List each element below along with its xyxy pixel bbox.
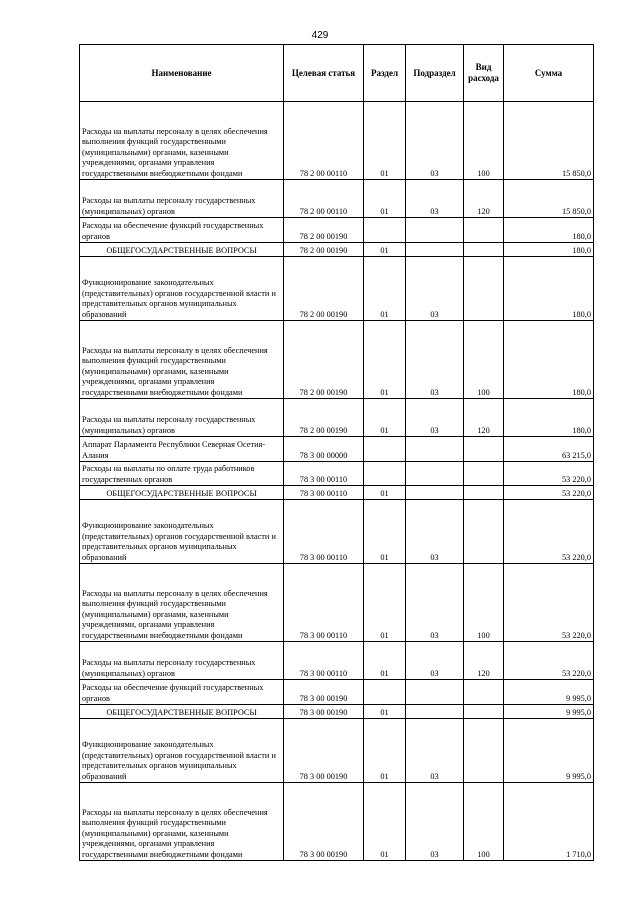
- row-section-cell: 01: [364, 783, 406, 861]
- row-name-cell: ОБЩЕГОСУДАРСТВЕННЫЕ ВОПРОСЫ: [80, 486, 284, 500]
- row-section-cell: 01: [364, 321, 406, 399]
- row-article-cell: 78 2 00 00110: [284, 102, 364, 180]
- row-expense-type-cell: 100: [464, 102, 504, 180]
- row-expense-type-cell: 100: [464, 783, 504, 861]
- row-name-cell: Функционирование законодательных (представительных) органов государственной власти и представительных органов муниципальных образований: [80, 500, 284, 564]
- row-section-cell: 01: [364, 257, 406, 321]
- row-section-cell: 01: [364, 102, 406, 180]
- row-name-cell: Расходы на обеспечение функций государственных органов: [80, 680, 284, 705]
- row-name-cell: Расходы на выплаты по оплате труда работников государственных органов: [80, 462, 284, 486]
- table-body: [80, 102, 594, 861]
- header-section: Раздел: [364, 45, 406, 102]
- row-subsection-cell: [406, 680, 464, 705]
- row-section-cell: 01: [364, 642, 406, 680]
- table-row: [80, 218, 594, 243]
- row-expense-type-cell: 120: [464, 642, 504, 680]
- row-expense-type-cell: [464, 257, 504, 321]
- row-article-cell: 78 2 00 00110: [284, 180, 364, 218]
- row-expense-type-cell: 120: [464, 180, 504, 218]
- row-expense-type-cell: [464, 500, 504, 564]
- row-section-cell: 01: [364, 564, 406, 642]
- row-sum-cell: 9 995,0: [504, 680, 594, 705]
- row-subsection-cell: 03: [406, 642, 464, 680]
- row-article-cell: 78 2 00 00190: [284, 218, 364, 243]
- row-article-cell: 78 3 00 00110: [284, 462, 364, 486]
- row-expense-type-cell: 120: [464, 399, 504, 437]
- row-subsection-cell: 03: [406, 500, 464, 564]
- row-article-cell: 78 3 00 00110: [284, 500, 364, 564]
- table-row: [80, 399, 594, 437]
- row-article-cell: 78 3 00 00190: [284, 719, 364, 783]
- table-row: [80, 500, 594, 564]
- table-row: [80, 180, 594, 218]
- row-name-cell: ОБЩЕГОСУДАРСТВЕННЫЕ ВОПРОСЫ: [80, 705, 284, 719]
- row-article-cell: 78 3 00 00110: [284, 564, 364, 642]
- row-sum-cell: 1 710,0: [504, 783, 594, 861]
- row-section-cell: [364, 680, 406, 705]
- header-name: Наименование: [80, 45, 284, 102]
- row-article-cell: 78 3 00 00190: [284, 705, 364, 719]
- table-row: [80, 783, 594, 861]
- row-article-cell: 78 2 00 00190: [284, 321, 364, 399]
- row-name-cell: Расходы на выплаты персоналу в целях обеспечения выполнения функций государственными (муниципальными) органами, казенными учреждениями, органами управления государственными внебюджетными фондами: [80, 783, 284, 861]
- row-sum-cell: 15 850,0: [504, 180, 594, 218]
- row-name-cell: Расходы на выплаты персоналу в целях обеспечения выполнения функций государственными (муниципальными) органами, казенными учреждениями, органами управления государственными внебюджетными фондами: [80, 102, 284, 180]
- row-expense-type-cell: 100: [464, 564, 504, 642]
- row-name-cell: Расходы на выплаты персоналу в целях обеспечения выполнения функций государственными (муниципальными) органами, казенными учреждениями, органами управления государственными внебюджетными фондами: [80, 321, 284, 399]
- table-row: [80, 462, 594, 486]
- header-sum: Сумма: [504, 45, 594, 102]
- row-expense-type-cell: [464, 218, 504, 243]
- row-sum-cell: 180,0: [504, 243, 594, 257]
- row-sum-cell: 15 850,0: [504, 102, 594, 180]
- row-sum-cell: 53 220,0: [504, 462, 594, 486]
- row-article-cell: 78 2 00 00190: [284, 243, 364, 257]
- row-expense-type-cell: [464, 462, 504, 486]
- table-row: [80, 705, 594, 719]
- row-article-cell: 78 2 00 00190: [284, 399, 364, 437]
- row-sum-cell: 53 220,0: [504, 642, 594, 680]
- row-expense-type-cell: 100: [464, 321, 504, 399]
- row-article-cell: 78 3 00 00190: [284, 680, 364, 705]
- row-article-cell: 78 3 00 00190: [284, 783, 364, 861]
- table-row: [80, 437, 594, 462]
- row-expense-type-cell: [464, 486, 504, 500]
- row-expense-type-cell: [464, 719, 504, 783]
- table-header-row: [80, 45, 594, 102]
- row-sum-cell: 63 215,0: [504, 437, 594, 462]
- table-row: [80, 243, 594, 257]
- row-subsection-cell: 03: [406, 321, 464, 399]
- page-number: 429: [311, 30, 329, 41]
- row-name-cell: Аппарат Парламента Республики Северная Осетия-Алания: [80, 437, 284, 462]
- table-row: [80, 680, 594, 705]
- row-subsection-cell: [406, 462, 464, 486]
- row-name-cell: Функционирование законодательных (представительных) органов государственной власти и представительных органов муниципальных образований: [80, 257, 284, 321]
- row-sum-cell: 180,0: [504, 321, 594, 399]
- row-subsection-cell: [406, 486, 464, 500]
- header-subsection: Подраздел: [406, 45, 464, 102]
- row-expense-type-cell: [464, 680, 504, 705]
- table-row: [80, 719, 594, 783]
- table-row: [80, 486, 594, 500]
- row-name-cell: Расходы на выплаты персоналу в целях обеспечения выполнения функций государственными (муниципальными) органами, казенными учреждениями, органами управления государственными внебюджетными фондами: [80, 564, 284, 642]
- row-section-cell: [364, 218, 406, 243]
- table-row: [80, 564, 594, 642]
- row-section-cell: 01: [364, 500, 406, 564]
- row-subsection-cell: [406, 705, 464, 719]
- row-sum-cell: 9 995,0: [504, 705, 594, 719]
- row-name-cell: Расходы на выплаты персоналу государственных (муниципальных) органов: [80, 180, 284, 218]
- row-article-cell: 78 2 00 00190: [284, 257, 364, 321]
- row-section-cell: [364, 462, 406, 486]
- row-subsection-cell: 03: [406, 102, 464, 180]
- row-subsection-cell: [406, 437, 464, 462]
- row-expense-type-cell: [464, 437, 504, 462]
- row-subsection-cell: 03: [406, 783, 464, 861]
- row-expense-type-cell: [464, 705, 504, 719]
- row-sum-cell: 53 220,0: [504, 486, 594, 500]
- header-expense-type: Вид расхода: [464, 45, 504, 102]
- row-expense-type-cell: [464, 243, 504, 257]
- row-section-cell: 01: [364, 719, 406, 783]
- row-name-cell: Функционирование законодательных (представительных) органов государственной власти и представительных органов муниципальных образований: [80, 719, 284, 783]
- table-row: [80, 102, 594, 180]
- budget-table: [79, 44, 594, 861]
- row-subsection-cell: 03: [406, 257, 464, 321]
- table-row: [80, 642, 594, 680]
- row-section-cell: 01: [364, 243, 406, 257]
- row-article-cell: 78 3 00 00110: [284, 486, 364, 500]
- row-subsection-cell: 03: [406, 180, 464, 218]
- row-section-cell: 01: [364, 705, 406, 719]
- row-name-cell: Расходы на обеспечение функций государственных органов: [80, 218, 284, 243]
- row-sum-cell: 53 220,0: [504, 564, 594, 642]
- row-name-cell: Расходы на выплаты персоналу государственных (муниципальных) органов: [80, 642, 284, 680]
- row-section-cell: 01: [364, 399, 406, 437]
- row-section-cell: [364, 437, 406, 462]
- row-name-cell: Расходы на выплаты персоналу государственных (муниципальных) органов: [80, 399, 284, 437]
- header-article: Целевая статья: [284, 45, 364, 102]
- table-row: [80, 321, 594, 399]
- row-sum-cell: 180,0: [504, 257, 594, 321]
- row-sum-cell: 9 995,0: [504, 719, 594, 783]
- row-sum-cell: 180,0: [504, 399, 594, 437]
- row-subsection-cell: 03: [406, 399, 464, 437]
- row-sum-cell: 180,0: [504, 218, 594, 243]
- row-subsection-cell: [406, 218, 464, 243]
- row-section-cell: 01: [364, 180, 406, 218]
- table-row: [80, 257, 594, 321]
- row-article-cell: 78 3 00 00000: [284, 437, 364, 462]
- row-name-cell: ОБЩЕГОСУДАРСТВЕННЫЕ ВОПРОСЫ: [80, 243, 284, 257]
- row-article-cell: 78 3 00 00110: [284, 642, 364, 680]
- row-subsection-cell: [406, 243, 464, 257]
- row-section-cell: 01: [364, 486, 406, 500]
- row-sum-cell: 53 220,0: [504, 500, 594, 564]
- row-subsection-cell: 03: [406, 719, 464, 783]
- row-subsection-cell: 03: [406, 564, 464, 642]
